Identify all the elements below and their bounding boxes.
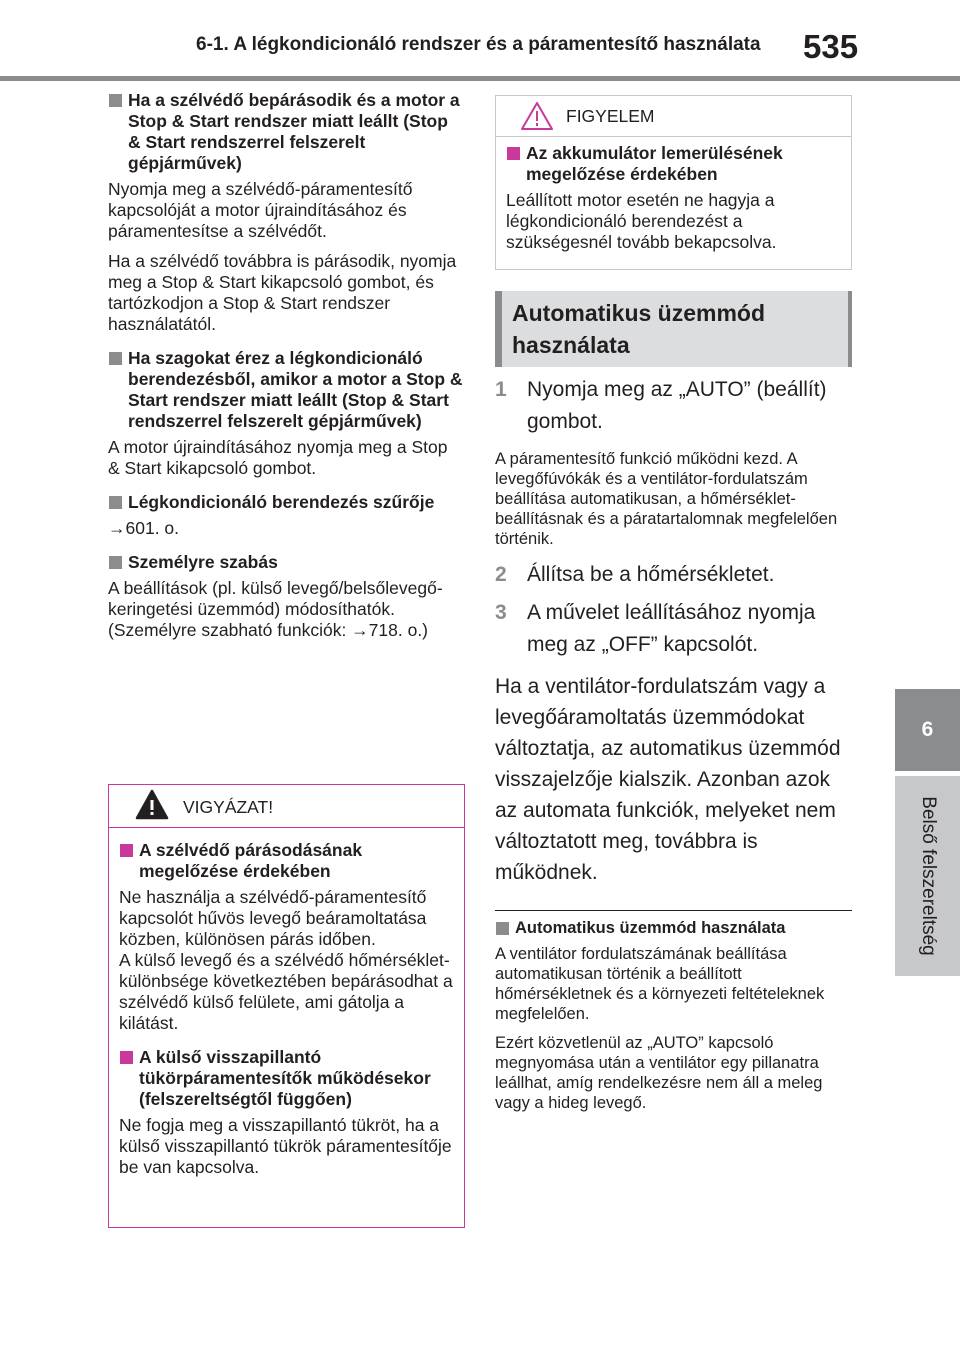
step-1-note: A páramentesítő funkció működni kezd. A levegőfúvókák és a ventilátor-fordulatszám beállítása automatikusan, a hőmérséklet-beállításnak és a páratartalomnak megfelelően történik. bbox=[495, 450, 838, 548]
paragraph: Ne fogja meg a visszapillantó tükröt, ha a külső visszapillantó tükrök páramentesítője be van kapcsolva. bbox=[119, 1115, 452, 1177]
paragraph: A ventilátor fordulatszámának beállítása automatikusan történik a beállított hőmérsékletnek és a környezeti feltételeknek megfelelően. bbox=[495, 945, 825, 1023]
warning-box bbox=[108, 784, 465, 1228]
warning-box-body bbox=[109, 828, 464, 1178]
page-reference: →601. o. bbox=[108, 518, 180, 538]
section-title: Automatikus üzemmód használata bbox=[512, 300, 766, 358]
step-number: 2 bbox=[495, 563, 507, 586]
subheading-auto-usage: Automatikus üzemmód használata bbox=[495, 918, 852, 939]
header-divider bbox=[0, 76, 960, 81]
chapter-tab-label-text: Belső felszereltség bbox=[917, 796, 939, 956]
right-column bbox=[495, 374, 852, 1122]
subheading-battery: Az akkumulátor lemerülésének megelőzése érdekében bbox=[506, 143, 841, 185]
caution-box-body bbox=[496, 137, 851, 253]
chapter-tab-label bbox=[895, 776, 960, 976]
square-bullet-icon bbox=[120, 844, 133, 857]
paragraph: Ezért közvetlenül az „AUTO” kapcsoló megnyomása után a ventilátor egy pillanatra leállhat, amíg rendelkezésre nem áll a meleg vagy a hideg levegő. bbox=[495, 1034, 823, 1112]
paragraph: (Személyre szabható funkciók: →718. o.) bbox=[108, 620, 429, 640]
paragraph: Nyomja meg a szélvédő-páramentesítő kapcsolóját a motor újraindításához és páramentesítse a szélvédőt. bbox=[108, 179, 413, 241]
square-bullet-icon bbox=[496, 922, 509, 935]
subheading-defog-stop-start: Ha a szélvédő bepárásodik és a motor a Stop & Start rendszer miatt leállt (Stop & Start rendszerrel felszerelt gépjárművek) bbox=[108, 90, 464, 174]
subheading-customization: Személyre szabás bbox=[108, 552, 464, 573]
step-number: 1 bbox=[495, 378, 507, 401]
square-bullet-icon bbox=[109, 352, 122, 365]
caution-box bbox=[495, 95, 852, 270]
warning-triangle-icon bbox=[135, 789, 169, 821]
paragraph: A külső levegő és a szélvédő hőmérséklet-különbsége következtében bepárásodhat a szélvédő külső felülete, ami gátolja a kilátást. bbox=[119, 950, 453, 1033]
caution-triangle-icon bbox=[520, 101, 554, 131]
step-number: 3 bbox=[495, 601, 507, 624]
warning-box-title: VIGYÁZAT! bbox=[183, 797, 274, 817]
paragraph: Ha a szélvédő továbbra is párásodik, nyomja meg a Stop & Start kikapcsoló gombot, és tartózkodjon a Stop & Start rendszer használatától. bbox=[108, 251, 457, 334]
paragraph: Leállított motor esetén ne hagyja a légkondicionáló berendezést a szükségesnél tovább bekapcsolva. bbox=[506, 190, 777, 252]
subheading-odor: Ha szagokat érez a légkondicionáló berendezésből, amikor a motor a Stop & Start rendszer miatt leállt (Stop & Start rendszerrel felszerelt gépjárművek) bbox=[108, 348, 464, 432]
section-heading-band bbox=[495, 291, 852, 367]
subheading-windshield-fog: A szélvédő párásodásának megelőzése érdekében bbox=[119, 840, 454, 882]
step-1: 1 Nyomja meg az „AUTO” (beállít) gombot. bbox=[495, 374, 852, 438]
page-number: 535 bbox=[803, 28, 859, 65]
caution-box-title: FIGYELEM bbox=[566, 106, 655, 126]
subheading-filter: Légkondicionáló berendezés szűrője bbox=[108, 492, 464, 513]
paragraph: A beállítások (pl. külső levegő/belsőlevegő-keringetési üzemmód) módosíthatók. bbox=[108, 578, 443, 619]
square-bullet-icon bbox=[507, 147, 520, 160]
step-2: 2 Állítsa be a hőmérsékletet. bbox=[495, 559, 852, 591]
caution-box-header bbox=[496, 96, 851, 137]
auto-mode-paragraph: Ha a ventilátor-fordulatszám vagy a levegőáramoltatás üzemmódokat változtatja, az automatikus üzemmód visszajelzője kialszik. Azonban azok az automata funkciók, melyeket nem változtatott meg, továbbra is működnek. bbox=[495, 675, 841, 884]
step-3: 3 A művelet leállításához nyomja meg az „OFF” kapcsolót. bbox=[495, 597, 852, 661]
square-bullet-icon bbox=[120, 1051, 133, 1064]
warning-box-header bbox=[109, 785, 464, 828]
subheading-mirror-defogger: A külső visszapillantó tükörpáramentesítők működésekor (felszereltségtől függően) bbox=[119, 1047, 454, 1110]
square-bullet-icon bbox=[109, 556, 122, 569]
paragraph: A motor újraindításához nyomja meg a Stop & Start kikapcsoló gombot. bbox=[108, 437, 448, 478]
paragraph: Ne használja a szélvédő-páramentesítő kapcsolót hűvös levegő beáramoltatása közben, különösen párás időben. bbox=[119, 887, 427, 949]
chapter-tab-number: 6 bbox=[895, 689, 960, 771]
square-bullet-icon bbox=[109, 94, 122, 107]
page-header-title: 6-1. A légkondicionáló rendszer és a páramentesítő használata bbox=[196, 34, 761, 55]
info-divider bbox=[495, 910, 852, 911]
left-column bbox=[108, 90, 464, 650]
square-bullet-icon bbox=[109, 496, 122, 509]
